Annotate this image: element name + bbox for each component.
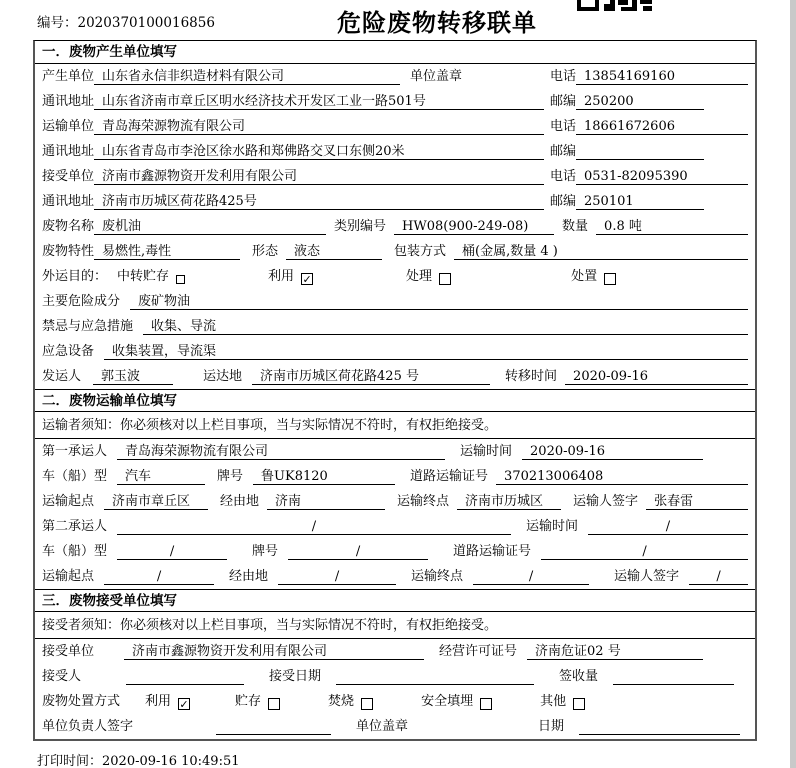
disposal-method-row xyxy=(35,689,755,714)
vehicle1-row xyxy=(35,464,755,489)
serial-value: 2020370100016856 xyxy=(77,15,215,31)
receiver-notice-row xyxy=(35,612,755,639)
phone3-label: 电话 xyxy=(550,169,577,184)
receiver-address-row xyxy=(35,189,755,214)
transporter-notice: 运输者须知：你必须核对以上栏目事项，当与实际情况不符时，有权拒绝接受。 xyxy=(42,418,498,433)
end1-label: 运输终点 xyxy=(397,494,450,509)
end2-label: 运输终点 xyxy=(411,569,464,584)
waste-name-value: 废机油 xyxy=(94,218,326,235)
manager-signature-row xyxy=(35,714,755,739)
zip2-value xyxy=(576,143,704,160)
zip1-value: 250200 xyxy=(576,93,704,110)
document-header xyxy=(0,0,796,40)
hazard-value: 废矿物油 xyxy=(130,293,748,310)
shipper-value: 郭玉波 xyxy=(93,368,173,385)
producer-label: 产生单位 xyxy=(42,69,95,84)
route2-row xyxy=(35,564,755,589)
precautions-row xyxy=(35,314,755,339)
receiving-unit-value: 济南市鑫源物资开发利用有限公司 xyxy=(124,643,424,660)
receive-date-value xyxy=(336,668,534,685)
transfer-date-value: 2020-09-16 xyxy=(565,368,748,385)
transporter-notice-row xyxy=(35,412,755,439)
receiver-row xyxy=(35,164,755,189)
print-time xyxy=(37,750,240,768)
disposal-option-landfill-checkbox xyxy=(480,698,492,710)
category-label: 类别编号 xyxy=(334,219,387,234)
receiver-value: 济南市鑫源物资开发利用有限公司 xyxy=(94,168,544,185)
page-title: 危险废物转移联单 xyxy=(337,9,537,37)
vehicle1-value: 汽车 xyxy=(117,468,205,485)
purpose-label: 外运目的： xyxy=(42,269,108,284)
addr2-value: 山东省青岛市李沧区徐水路和郑佛路交叉口东侧20米 xyxy=(94,143,544,160)
time1-value: 2020-09-16 xyxy=(522,443,703,460)
via2-value: / xyxy=(278,568,396,585)
quantity-value: 0.8 吨 xyxy=(596,218,748,235)
via1-value: 济南 xyxy=(267,493,385,510)
destination-label: 运达地 xyxy=(203,369,243,384)
time2-value: / xyxy=(588,518,748,535)
carrier2-label: 第二承运人 xyxy=(42,519,108,534)
precautions-label: 禁忌与应急措施 xyxy=(42,319,134,334)
plate1-value: 鲁UK8120 xyxy=(253,468,395,485)
waste-name-row xyxy=(35,214,755,239)
packaging-value: 桶(金属,数量 4 ) xyxy=(454,243,748,260)
addr2-label: 通讯地址 xyxy=(42,144,95,159)
waste-name-label: 废物名称 xyxy=(42,219,95,234)
receiving-unit-row xyxy=(35,639,755,664)
time2-label: 运输时间 xyxy=(525,519,578,534)
transporter-value: 青岛海荣源物流有限公司 xyxy=(94,118,544,135)
zip3-value: 250101 xyxy=(576,193,704,210)
producer-row xyxy=(35,64,755,89)
section1-header: 一．废物产生单位填写 xyxy=(35,41,755,64)
disposal-option-other-checkbox xyxy=(573,698,585,710)
destination-value: 济南市历城区荷花路425 号 xyxy=(252,368,490,385)
carrier1-row xyxy=(35,439,755,464)
category-value: HW08(900-249-08) xyxy=(394,218,554,235)
purpose-option-treat-label: 处理 xyxy=(406,269,433,284)
sign2-value: / xyxy=(689,568,748,585)
disposal-option-use-checkbox: ✓ xyxy=(179,698,189,710)
recipient-value xyxy=(126,668,244,685)
end2-value: / xyxy=(473,568,589,585)
disposal-option-burn-label: 焚烧 xyxy=(328,694,355,709)
plate2-label: 牌号 xyxy=(252,544,279,559)
section2-header: 二．废物运输单位填写 xyxy=(35,389,755,412)
equipment-label: 应急设备 xyxy=(42,344,95,359)
quantity-label: 数量 xyxy=(562,219,589,234)
purpose-option-dispose-checkbox xyxy=(604,273,616,285)
license2-value: / xyxy=(541,543,748,560)
received-amount-value xyxy=(613,668,734,685)
date2-label: 日期 xyxy=(538,719,565,734)
phone1-value: 13854169160 xyxy=(576,68,748,85)
shipper-label: 发运人 xyxy=(42,369,82,384)
addr1-label: 通讯地址 xyxy=(42,94,95,109)
form-label: 形态 xyxy=(252,244,279,259)
seal-label: 单位盖章 xyxy=(410,69,463,84)
carrier1-value: 青岛海荣源物流有限公司 xyxy=(117,443,445,460)
characteristics-label: 废物特性 xyxy=(42,244,95,259)
origin1-label: 运输起点 xyxy=(42,494,95,509)
purpose-option-use-label: 利用 xyxy=(268,269,295,284)
disposal-option-store-checkbox xyxy=(268,698,280,710)
vehicle1-label: 车（船）型 xyxy=(42,469,108,484)
license1-label: 道路运输证号 xyxy=(410,469,489,484)
permit-value: 济南危证02 号 xyxy=(527,643,703,660)
transporter-row xyxy=(35,114,755,139)
equipment-value: 收集装置，导流渠 xyxy=(104,343,748,360)
receiving-unit-label: 接受单位 xyxy=(42,644,95,659)
phone2-value: 18661672606 xyxy=(576,118,748,135)
equipment-row xyxy=(35,339,755,364)
disposal-option-landfill-label: 安全填埋 xyxy=(421,694,474,709)
disposal-option-other-label: 其他 xyxy=(540,694,567,709)
carrier1-label: 第一承运人 xyxy=(42,444,108,459)
manifest-table xyxy=(33,40,757,741)
scrollbar[interactable] xyxy=(790,0,796,768)
end1-value: 济南市历城区 xyxy=(457,493,561,510)
receiver-notice: 接受者须知：你必须核对以上栏目事项，当与实际情况不符时，有权拒绝接受。 xyxy=(42,618,498,633)
recipient-label: 接受人 xyxy=(42,669,82,684)
disposal-method-label: 废物处置方式 xyxy=(42,694,121,709)
disposal-option-burn-checkbox xyxy=(361,698,373,710)
purpose-option-treat-checkbox xyxy=(439,273,451,285)
origin2-value: / xyxy=(104,568,214,585)
route1-row xyxy=(35,489,755,514)
plate2-value: / xyxy=(288,543,428,560)
form-value: 液态 xyxy=(286,243,382,260)
characteristics-value: 易燃性,毒性 xyxy=(94,243,240,260)
addr3-label: 通讯地址 xyxy=(42,194,95,209)
license2-label: 道路运输证号 xyxy=(453,544,532,559)
zip1-label: 邮编 xyxy=(550,94,577,109)
purpose-row xyxy=(35,264,755,289)
manager-sign-label: 单位负责人签字 xyxy=(42,719,134,734)
permit-label: 经营许可证号 xyxy=(439,644,518,659)
addr3-value: 济南市历城区荷花路425号 xyxy=(94,193,544,210)
vehicle2-row xyxy=(35,539,755,564)
precautions-value: 收集、导流 xyxy=(143,318,748,335)
producer-address-row xyxy=(35,89,755,114)
print-time-label: 打印时间： xyxy=(37,754,103,768)
phone3-value: 0531-82095390 xyxy=(576,168,748,185)
plate1-label: 牌号 xyxy=(217,469,244,484)
vehicle2-label: 车（船）型 xyxy=(42,544,108,559)
hazard-label: 主要危险成分 xyxy=(42,294,121,309)
disposal-option-store-label: 贮存 xyxy=(235,694,262,709)
producer-value: 山东省永信非织造材料有限公司 xyxy=(94,68,400,85)
unit-seal-label: 单位盖章 xyxy=(356,719,409,734)
purpose-option-storage-checkbox xyxy=(176,275,185,284)
sign1-value: 张春雷 xyxy=(646,493,748,510)
date2-value xyxy=(579,718,740,735)
addr1-value: 山东省济南市章丘区明水经济技术开发区工业一路501号 xyxy=(94,93,544,110)
zip2-label: 邮编 xyxy=(550,144,577,159)
purpose-option-use-checkbox: ✓ xyxy=(302,273,312,285)
receive-date-label: 接受日期 xyxy=(269,669,322,684)
sign2-label: 运输人签字 xyxy=(614,569,680,584)
received-amount-label: 签收量 xyxy=(559,669,599,684)
serial-number xyxy=(37,11,215,31)
transporter-label: 运输单位 xyxy=(42,119,95,134)
section3-header: 三．废物接受单位填写 xyxy=(35,589,755,612)
via2-label: 经由地 xyxy=(229,569,269,584)
manager-sign-value xyxy=(216,718,331,735)
phone2-label: 电话 xyxy=(550,119,577,134)
purpose-option-dispose-label: 处置 xyxy=(571,269,598,284)
serial-label: 编号： xyxy=(37,15,78,31)
receiver-label: 接受单位 xyxy=(42,169,95,184)
carrier2-row xyxy=(35,514,755,539)
via1-label: 经由地 xyxy=(220,494,260,509)
origin2-label: 运输起点 xyxy=(42,569,95,584)
hazard-row xyxy=(35,289,755,314)
disposal-option-use-label: 利用 xyxy=(145,694,172,709)
phone1-label: 电话 xyxy=(550,69,577,84)
recipient-row xyxy=(35,664,755,689)
purpose-option-storage-label: 中转贮存 xyxy=(117,269,170,284)
sign1-label: 运输人签字 xyxy=(573,494,639,509)
time1-label: 运输时间 xyxy=(460,444,513,459)
vehicle2-value: / xyxy=(117,543,227,560)
origin1-value: 济南市章丘区 xyxy=(104,493,208,510)
packaging-label: 包装方式 xyxy=(394,244,447,259)
print-time-value: 2020-09-16 10:49:51 xyxy=(102,754,240,768)
transfer-date-label: 转移时间 xyxy=(505,369,558,384)
waste-characteristics-row xyxy=(35,239,755,264)
zip3-label: 邮编 xyxy=(550,194,577,209)
license1-value: 370213006408 xyxy=(496,468,748,485)
shipper-row xyxy=(35,364,755,389)
carrier2-value: / xyxy=(117,518,511,535)
transporter-address-row xyxy=(35,139,755,164)
